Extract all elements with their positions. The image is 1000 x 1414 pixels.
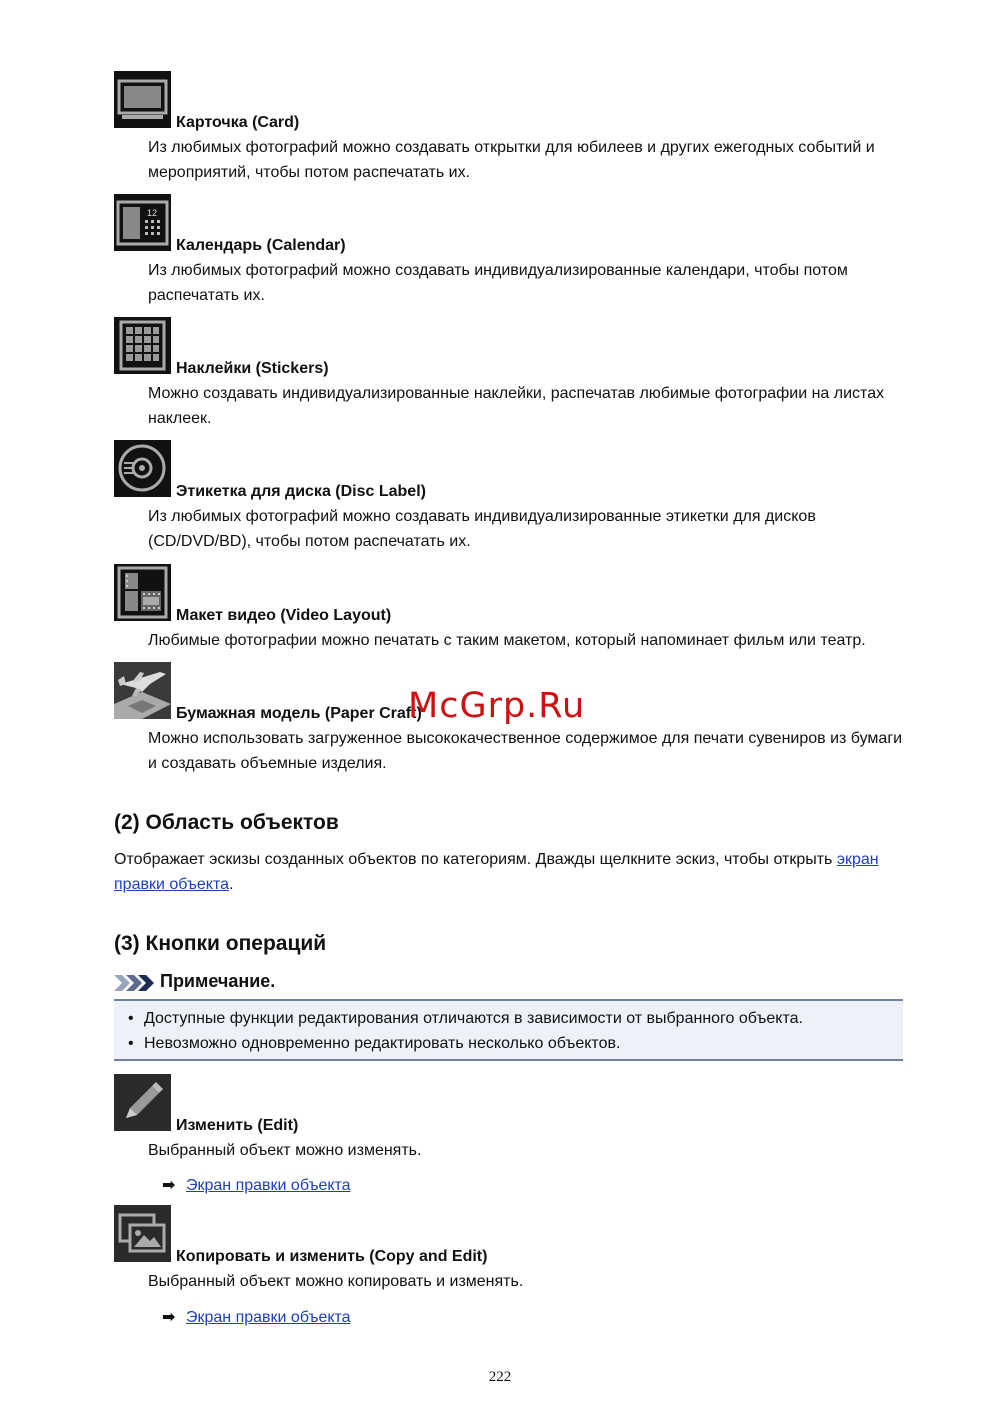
- section-heading-operation-buttons: (3) Кнопки операций: [114, 932, 327, 955]
- section-heading-objects-area: (2) Область объектов: [114, 811, 339, 834]
- note-box: [114, 999, 903, 1061]
- item-title: Бумажная модель (Paper Craft): [176, 705, 422, 722]
- object-edit-screen-link[interactable]: Экран правки объекта: [186, 1177, 351, 1194]
- note-arrows-icon: [114, 975, 156, 996]
- item-title: Копировать и изменить (Copy and Edit): [176, 1248, 488, 1265]
- object-edit-screen-link[interactable]: экран правки объекта: [114, 851, 879, 893]
- item-description: Из любимых фотографий можно создавать индивидуализированные календари, чтобы потом распечатать их.: [148, 262, 848, 304]
- arrow-right-icon: ➡: [162, 1177, 176, 1194]
- item-description: Из любимых фотографий можно создавать индивидуализированные этикетки для дисков (CD/DVD/BD), чтобы потом распечатать их.: [148, 508, 816, 550]
- edit-screen-link-row: [162, 1175, 351, 1195]
- item-title: Карточка (Card): [176, 114, 300, 131]
- arrow-right-icon: ➡: [162, 1309, 176, 1326]
- paragraph-text-end: .: [229, 876, 234, 893]
- item-title: Этикетка для диска (Disc Label): [176, 483, 426, 500]
- item-title: Макет видео (Video Layout): [176, 607, 392, 624]
- item-title: Календарь (Calendar): [176, 237, 346, 254]
- page-number: 222: [488, 1369, 512, 1385]
- item-description: Из любимых фотографий можно создавать открытки для юбилеев и других ежегодных событий и мероприятий, чтобы потом распечатать их.: [148, 139, 875, 181]
- pencil-icon: [114, 1074, 171, 1131]
- note-list: [114, 1001, 903, 1056]
- edit-screen-link-row: [162, 1307, 351, 1327]
- stickers-icon: [114, 317, 171, 374]
- card-icon: [114, 71, 171, 128]
- item-title: Изменить (Edit): [176, 1117, 299, 1134]
- calendar-icon-number: 12: [147, 208, 158, 218]
- note-label: Примечание.: [160, 971, 276, 991]
- item-description: Можно использовать загруженное высококачественное содержимое для печати сувениров из бумаги и создавать объемные изделия.: [148, 730, 903, 772]
- note-item: • Невозможно одновременно редактировать несколько объектов.: [128, 1031, 903, 1056]
- copy-edit-icon: [114, 1205, 171, 1262]
- video-layout-icon: [114, 564, 171, 621]
- item-description: Выбранный объект можно изменять.: [148, 1142, 422, 1159]
- item-description: Любимые фотографии можно печатать с таким макетом, который напоминает фильм или театр.: [148, 632, 866, 649]
- paragraph-text: Отображает эскизы созданных объектов по категориям. Дважды щелкните эскиз, чтобы открыть: [114, 851, 837, 868]
- item-title: Наклейки (Stickers): [176, 360, 329, 377]
- note-item: • Доступные функции редактирования отличаются в зависимости от выбранного объекта.: [128, 1006, 903, 1031]
- paper-craft-icon: [114, 662, 171, 719]
- item-description: Выбранный объект можно копировать и изменять.: [148, 1273, 524, 1290]
- object-edit-screen-link[interactable]: Экран правки объекта: [186, 1309, 351, 1326]
- section-paragraph: [114, 847, 904, 897]
- calendar-icon: [114, 194, 171, 251]
- item-description: Можно создавать индивидуализированные наклейки, распечатав любимые фотографии на листах наклеек.: [148, 385, 885, 427]
- watermark: McGrp.Ru: [408, 686, 586, 726]
- disc-icon: [114, 440, 171, 497]
